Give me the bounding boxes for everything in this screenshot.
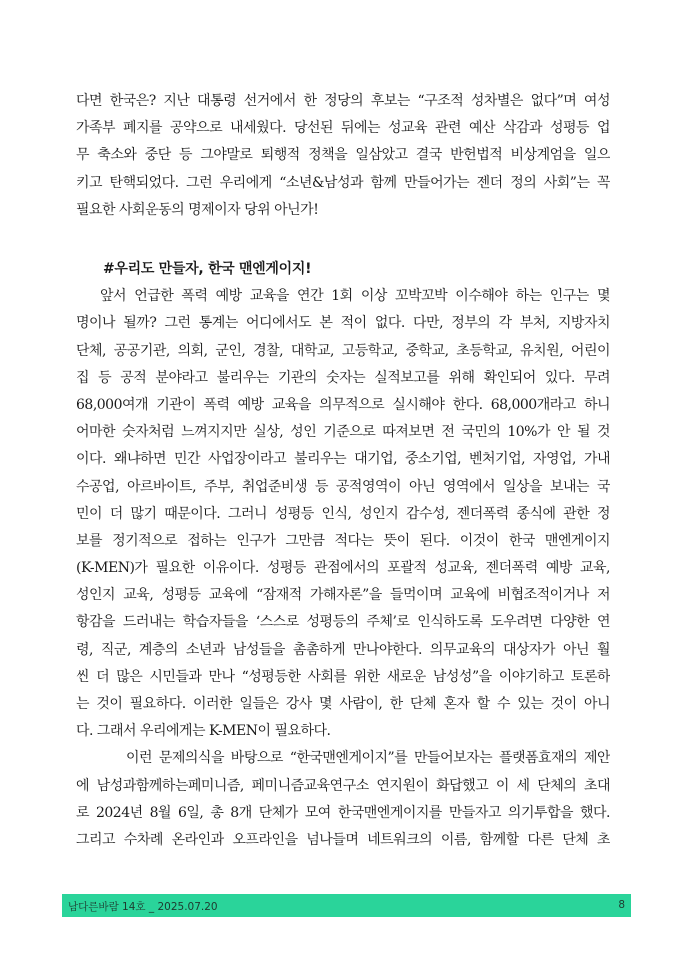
text-line: 필요한 사회운동의 명제이자 당위 아닌가! bbox=[76, 201, 319, 218]
text-line: 는 것이 필요하다. 이러한 일들은 강사 몇 사람이, 한 단체 혼자 할 수 있는 것이 아니 bbox=[76, 696, 610, 712]
text-line: 68,000여개 기관이 폭력 예방 교육을 의무적으로 실시해야 한다. 68,000개라고 하니 bbox=[76, 396, 610, 413]
paragraph-2 bbox=[76, 745, 610, 854]
text-line: 키고 탄핵되었다. 그런 우리에게 “소년&남성과 함께 만들어가는 젠더 정의 사회”는 꼭 bbox=[76, 174, 610, 191]
paragraph-1 bbox=[76, 283, 610, 745]
text-line: 보를 정기적으로 접하는 인구가 그만큼 적다는 뜻이 된다. 이것이 한국 맨엔게이지 bbox=[76, 532, 610, 549]
text-line: 령, 직군, 계층의 소년과 남성들을 촘촘하게 만나야한다. 의무교육의 대상자가 아닌 훨 bbox=[76, 641, 610, 658]
text-line: 에 남성과함께하는페미니즘, 페미니즘교육연구소 연지원이 화답했고 이 세 단체의 초대 bbox=[76, 777, 610, 794]
intro-paragraph bbox=[76, 88, 610, 224]
text-line: 어마한 숫자처럼 느껴지지만 실상, 성인 기준으로 따져보면 전 국민의 10%가 안 될 것 bbox=[76, 424, 610, 441]
page-footer bbox=[62, 894, 631, 917]
text-line: 단체, 공공기관, 의회, 군인, 경찰, 대학교, 고등학교, 중학교, 초등학교, 유치원, 어린이 bbox=[76, 342, 610, 359]
text-line: 씬 더 많은 시민들과 만나 “성평등한 사회를 위한 새로운 남성성”을 이야기하고 토론하 bbox=[76, 668, 610, 685]
text-line: 성인지 교육, 성평등 교육에 “잠재적 가해자론”을 들먹이며 교육에 비협조적이거나 저 bbox=[76, 587, 610, 604]
text-line: 이다. 왜냐하면 민간 사업장이라고 불리우는 대기업, 중소기업, 벤처기업, 자영업, 가내 bbox=[76, 451, 610, 468]
text-line: 가족부 폐지를 공약으로 내세웠다. 당선된 뒤에는 성교육 관련 예산 삭감과 성평등 업 bbox=[76, 120, 610, 137]
text-line: 다면 한국은? 지난 대통령 선거에서 한 정당의 후보는 “구조적 성차별은 없다”며 여성 bbox=[76, 93, 610, 109]
text-line: 수공업, 아르바이트, 주부, 취업준비생 등 공적영역이 아닌 영역에서 일상을 보내는 국 bbox=[76, 478, 610, 495]
text-line: 로 2024년 8월 6일, 총 8개 단체가 모여 한국맨엔게이지를 만들자고 의기투합을 했다. bbox=[76, 804, 610, 821]
text-line: 앞서 언급한 폭력 예방 교육을 연간 1회 이상 꼬박꼬박 이수해야 하는 인구는 몇 bbox=[100, 288, 610, 305]
text-line: 집 등 공적 분야라고 불리우는 기관의 숫자는 실적보고를 위해 확인되어 있다. 무려 bbox=[76, 369, 610, 386]
text-line: 민이 더 많기 때문이다. 그러니 성평등 인식, 성인지 감수성, 젠더폭력 종식에 관한 정 bbox=[76, 505, 610, 522]
text-line: 무 축소와 중단 등 그야말로 퇴행적 정책을 일삼았고 결국 반헌법적 비상계엄을 일으 bbox=[76, 147, 610, 164]
page-number: 8 bbox=[618, 899, 625, 911]
text-line: 그리고 수차례 온라인과 오프라인을 넘나들며 네트워크의 이름, 함께할 다른 단체 초 bbox=[76, 831, 610, 848]
section-heading: #우리도 만들자, 한국 맨엔게이지! bbox=[103, 261, 312, 277]
section-body bbox=[76, 256, 610, 854]
text-line: 다. 그래서 우리에게는 K-MEN이 필요하다. bbox=[76, 723, 331, 740]
text-line: (K-MEN)가 필요한 이유이다. 성평등 관점에서의 포괄적 성교육, 젠더폭력 예방 교육, bbox=[76, 560, 610, 577]
text-line: 이런 문제의식을 바탕으로 “한국맨엔게이지”를 만들어보자는 플랫폼효재의 제안 bbox=[126, 750, 610, 767]
text-line: 항감을 드러내는 학습자들을 ‘스스로 성평등의 주체’로 인식하도록 도우려면 다양한 연 bbox=[76, 614, 610, 631]
text-line: 명이나 될까? 그런 통계는 어디에서도 본 적이 없다. 다만, 정부의 각 부처, 지방자치 bbox=[76, 315, 610, 332]
publication-info: 남다른바람 14호 _ 2025.07.20 bbox=[68, 901, 218, 913]
